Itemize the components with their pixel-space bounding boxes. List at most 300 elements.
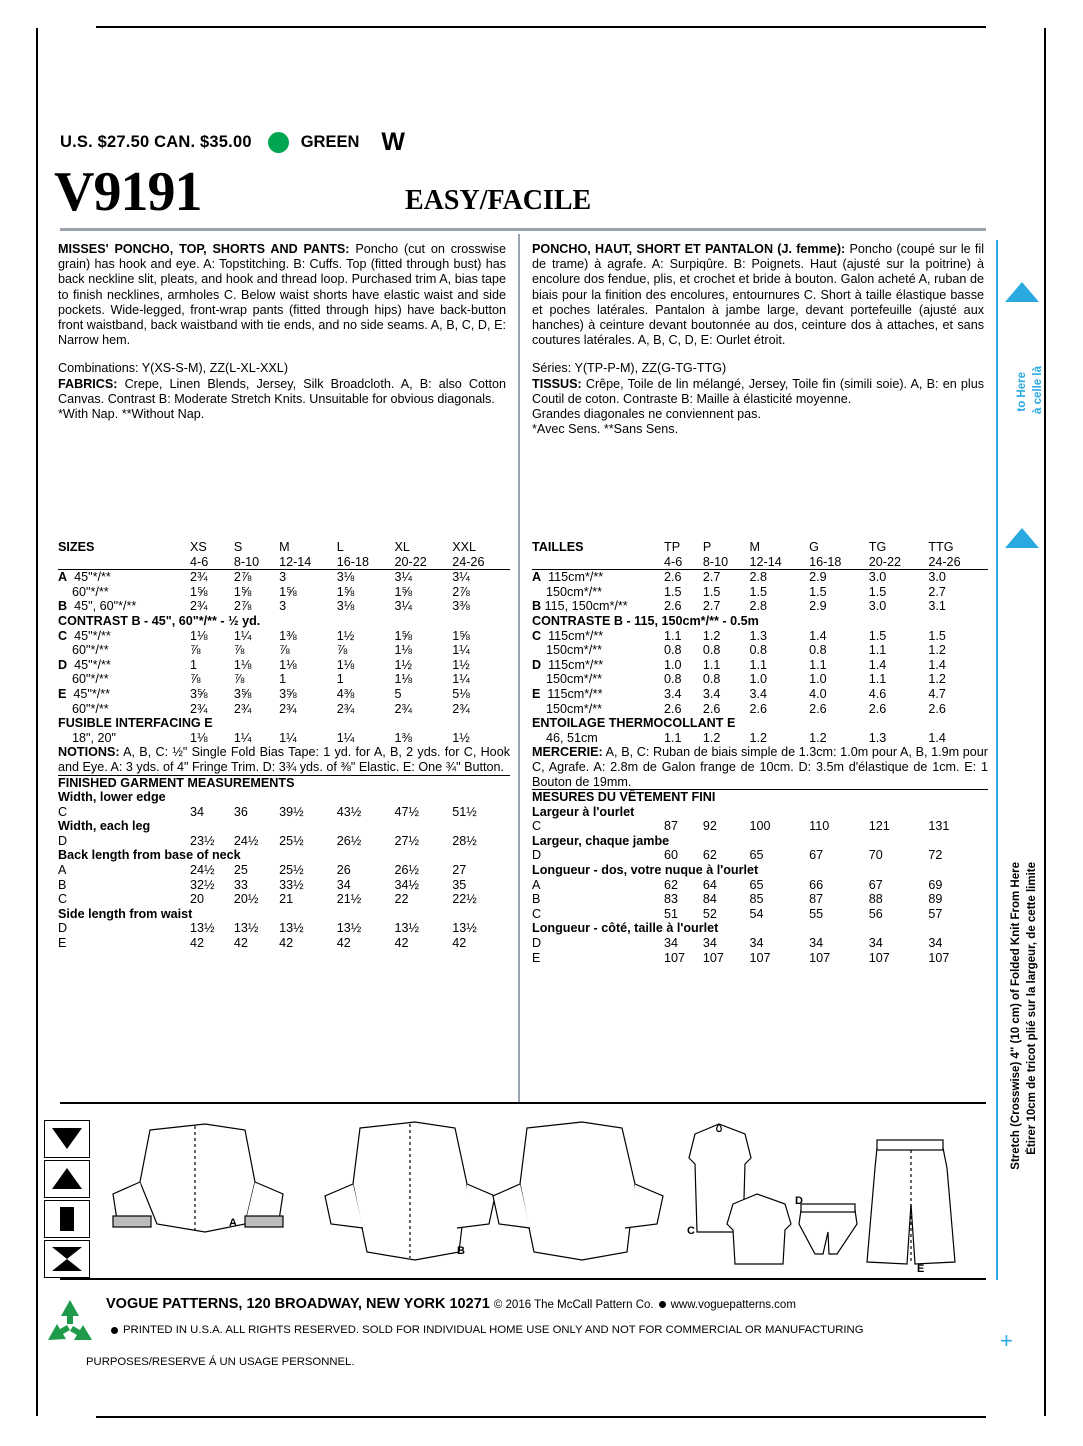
- measure-cell: 107: [702, 950, 724, 965]
- view-letter: E: [532, 950, 541, 965]
- table-row-group-title: [58, 819, 510, 834]
- table-row-header: [532, 540, 988, 555]
- frame-border-bottom: [36, 1416, 1046, 1418]
- yardage-cell: 1.1: [702, 657, 721, 672]
- measure-cell: 60: [664, 848, 679, 863]
- color-dot-icon: [268, 132, 289, 153]
- size-col-ttg: TTG: [928, 540, 954, 554]
- measure-group-title: Longueur - côté, taille à l'ourlet: [532, 921, 719, 936]
- gauge-a-celle-la-label: à celle là: [1032, 366, 1044, 414]
- table-row-sizenums: [58, 555, 510, 570]
- yardage-cell: 2.6: [664, 570, 682, 585]
- yardage-cell: 2¾: [190, 599, 208, 614]
- yardage-cell: 1⅛: [394, 672, 413, 687]
- yardage-cell: 1.1: [664, 628, 682, 643]
- english-description-block: [58, 242, 506, 422]
- french-sizes-table: [532, 540, 988, 965]
- yardage-cell: 4.0: [809, 686, 827, 701]
- measure-group-title: Largeur, chaque jambe: [532, 833, 670, 848]
- page-title: V9191: [54, 161, 202, 223]
- table-row-notions: [532, 745, 988, 789]
- view-letter: B: [58, 599, 68, 614]
- measure-cell: 62: [702, 848, 717, 863]
- sizenum-ttg: 24-26: [928, 554, 961, 569]
- yardage-cell: 1⅝: [233, 584, 252, 599]
- yardage-cell: 2.8: [749, 599, 768, 614]
- yardage-cell: 2.7: [702, 599, 721, 614]
- measure-cell: 54: [749, 906, 764, 921]
- yardage-cell: 2¾: [452, 701, 470, 716]
- yardage-cell: 1.5: [664, 584, 682, 599]
- view-letter: C: [532, 628, 542, 643]
- yardage-cell: 4.6: [868, 686, 887, 701]
- yardage-cell: 1⅛: [233, 657, 252, 672]
- sizenum-xs: 4-6: [190, 554, 209, 569]
- table-row: [58, 585, 510, 600]
- sizenum-g: 16-18: [809, 554, 842, 569]
- view-letter: A: [58, 570, 68, 585]
- yardage-cell: 2.8: [749, 570, 768, 585]
- table-row: [58, 878, 510, 893]
- yardage-cell: 1⅝: [336, 584, 355, 599]
- table-row: [532, 819, 988, 834]
- table-row: [532, 629, 988, 644]
- yardage-cell: 1.1: [809, 657, 827, 672]
- stretch-gauge-arrow-top-icon: [1005, 282, 1039, 302]
- footer-line-3: PURPOSES/RESERVE Á UN USAGE PERSONNEL.: [86, 1356, 355, 1368]
- table-row: [532, 570, 988, 585]
- divider-illustrations-top: [60, 1102, 986, 1104]
- fabric-width: 150cm*/**: [546, 701, 603, 716]
- measure-cell: 131: [928, 819, 950, 834]
- yardage-cell: 2.6: [928, 701, 946, 716]
- yardage-cell: 3.4: [702, 686, 721, 701]
- measure-cell: 28½: [452, 833, 477, 848]
- yardage-cell: 0.8: [749, 643, 768, 658]
- yardage-cell: 4.7: [928, 686, 946, 701]
- fabric-width: 45"*/**: [74, 570, 111, 585]
- measure-cell: 13½: [233, 921, 259, 936]
- view-letter: C: [58, 804, 68, 819]
- table-row: [532, 848, 988, 863]
- table-row: [532, 936, 988, 951]
- table-row-contrast: [58, 614, 510, 629]
- hourglass-icon: [44, 1240, 90, 1278]
- fabric-width: 150cm*/**: [546, 672, 603, 687]
- yardage-cell: 2¾: [190, 701, 208, 716]
- yardage-cell: 2.6: [664, 599, 682, 614]
- yardage-cell: 1.1: [868, 643, 887, 658]
- measure-cell: 42: [233, 936, 248, 951]
- interfacing-cell: 1¼: [233, 730, 252, 745]
- table-row: [58, 672, 510, 687]
- garment-line-drawings: [95, 1112, 985, 1277]
- color-label: GREEN: [300, 133, 360, 151]
- view-letter: D: [58, 921, 68, 936]
- yardage-cell: 3: [279, 599, 287, 614]
- fabric-width: 45"*/**: [74, 628, 111, 643]
- measure-cell: 35: [452, 877, 467, 892]
- french-interfacing-title: ENTOILAGE THERMOCOLLANT E: [532, 716, 736, 731]
- yardage-cell: 1.0: [664, 657, 682, 672]
- french-notions: MERCERIE: A, B, C: Ruban de biais simple de 1.3cm: 1.0m pour A, B, 1.9m pour C, Agrafe. A: 2.8m de Galon frange de 10cm. D: 3.5m d'élastique de 1cm. E: 1 Bouton de 19mm.: [532, 745, 988, 789]
- sizenum-xxl: 24-26: [452, 554, 485, 569]
- line-drawings-svg: [95, 1112, 985, 1277]
- yardage-cell: 1⅝: [452, 628, 470, 643]
- table-row: [532, 731, 988, 746]
- table-row: [532, 658, 988, 673]
- yardage-cell: 1.3: [749, 628, 768, 643]
- measure-cell: 83: [664, 892, 679, 907]
- sizenum-tp: 4-6: [664, 554, 683, 569]
- measure-cell: 33½: [279, 877, 304, 892]
- table-row: [532, 878, 988, 893]
- measure-group-title: Width, each leg: [58, 819, 151, 834]
- measure-cell: 57: [928, 906, 943, 921]
- footer-rights-text: PRINTED IN U.S.A. ALL RIGHTS RESERVED. SOLD FOR INDIVIDUAL HOME USE ONLY AND NOT FOR COMMERCIAL OR MANUFACTURING: [123, 1324, 864, 1336]
- fabric-width: 45", 60"*/**: [74, 599, 137, 614]
- bullet-icon: [659, 1301, 666, 1308]
- yardage-cell: 2.9: [809, 570, 827, 585]
- yardage-cell: 3: [279, 570, 287, 585]
- yardage-cell: 2.6: [749, 701, 768, 716]
- fabric-width: 60"*/**: [72, 643, 109, 658]
- table-row: [532, 951, 988, 966]
- measure-cell: 121: [868, 819, 890, 834]
- yardage-cell: 2.6: [868, 701, 887, 716]
- measure-cell: 27½: [394, 833, 420, 848]
- measure-cell: 34: [336, 877, 351, 892]
- yardage-cell: 0.8: [702, 643, 721, 658]
- measure-cell: 34½: [394, 877, 420, 892]
- yardage-cell: 1.5: [749, 584, 768, 599]
- measure-cell: 26½: [336, 833, 362, 848]
- yardage-cell: 3¼: [452, 570, 470, 585]
- sizenum-xl: 20-22: [394, 554, 427, 569]
- yardage-cell: 1¼: [452, 672, 470, 687]
- interfacing-cell: 1⅛: [190, 730, 208, 745]
- measure-cell: 42: [190, 936, 205, 951]
- measure-cell: 72: [928, 848, 943, 863]
- table-row-group-title: [532, 834, 988, 849]
- measure-cell: 51½: [452, 804, 477, 819]
- view-letter: C: [58, 628, 68, 643]
- sizenum-tg: 20-22: [868, 554, 901, 569]
- english-notions: NOTIONS: A, B, C: ½" Single Fold Bias Tape: 1 yd. for A, B, 2 yds. for C, Hook and Eye. A: 3 yds. of 4" Fringe Trim. D: 3¾ yds. of ⅜" Elastic. E: One ¾" Button.: [58, 745, 510, 774]
- table-row: [532, 672, 988, 687]
- table-row: [532, 907, 988, 922]
- yardage-cell: 1.4: [928, 657, 946, 672]
- size-col-tg: TG: [868, 540, 887, 554]
- measure-cell: 66: [809, 877, 824, 892]
- view-letter: D: [532, 657, 542, 672]
- view-letter: A: [58, 863, 67, 878]
- yardage-cell: 1¼: [233, 628, 252, 643]
- french-combinations: Séries: Y(TP-P-M), ZZ(G-TG-TTG): [532, 361, 727, 376]
- yardage-cell: 3.4: [749, 686, 768, 701]
- interfacing-width: 46, 51cm: [546, 730, 598, 745]
- table-row: [58, 599, 510, 614]
- yardage-cell: 1½: [394, 657, 413, 672]
- gauge-to-here-label: to Here: [1016, 372, 1028, 412]
- measure-cell: 84: [702, 892, 717, 907]
- yardage-cell: 2⅞: [233, 570, 252, 585]
- table-row-group-title: [532, 805, 988, 820]
- yardage-cell: 2¾: [394, 701, 413, 716]
- yardage-cell: 2.6: [702, 701, 721, 716]
- french-description-block: [532, 242, 984, 437]
- frame-border-right: [1044, 26, 1046, 1418]
- measure-cell: 47½: [394, 804, 420, 819]
- yardage-cell: 1⅛: [190, 628, 208, 643]
- table-row: [532, 585, 988, 600]
- yardage-cell: ⅞: [190, 643, 201, 658]
- size-col-p: P: [702, 540, 712, 554]
- solid-bar-icon: [44, 1200, 90, 1238]
- stretch-label-fr: Étirer 10cm de tricot plié sur la largeur, de cette limite: [1026, 862, 1038, 1155]
- frame-notch-bottom-left: [36, 1416, 96, 1418]
- table-row: [58, 570, 510, 585]
- yardage-cell: 2¾: [336, 701, 355, 716]
- measure-cell: 39½: [279, 804, 304, 819]
- table-row-sizenums: [532, 555, 988, 570]
- measure-cell: 89: [928, 892, 943, 907]
- measure-cell: 56: [868, 906, 883, 921]
- yardage-cell: 3⅝: [279, 686, 297, 701]
- measure-cell: 85: [749, 892, 764, 907]
- yardage-cell: 3⅜: [452, 599, 470, 614]
- table-row-contrast: [532, 614, 988, 629]
- sizes-header-label: SIZES: [58, 540, 95, 554]
- yardage-cell: 1.1: [868, 672, 887, 687]
- figure-label-e: E: [917, 1263, 925, 1275]
- frame-border-left: [36, 26, 38, 1418]
- table-row: [58, 863, 510, 878]
- measure-cell: 34: [702, 936, 717, 951]
- view-letter: E: [58, 936, 67, 951]
- table-row: [532, 892, 988, 907]
- size-col-tp: TP: [664, 540, 681, 554]
- view-letter: B: [532, 599, 542, 614]
- sizenum-m: 12-14: [749, 554, 782, 569]
- measure-cell: 13½: [452, 921, 477, 936]
- measure-cell: 22½: [452, 892, 477, 907]
- yardage-cell: 1.5: [809, 584, 827, 599]
- measure-cell: 36: [233, 804, 248, 819]
- yardage-cell: 3⅛: [336, 599, 355, 614]
- measure-cell: 87: [809, 892, 824, 907]
- interfacing-cell: 1⅜: [394, 730, 413, 745]
- view-letter: B: [532, 892, 541, 907]
- measure-cell: 34: [664, 936, 679, 951]
- size-col-m: M: [279, 540, 290, 554]
- measure-cell: 107: [868, 950, 890, 965]
- measure-cell: 42: [336, 936, 351, 951]
- fabric-width: 45"*/**: [74, 657, 111, 672]
- measure-cell: 32½: [190, 877, 215, 892]
- frame-notch-top-right: [986, 26, 1046, 28]
- english-sizes-table: [58, 540, 510, 951]
- french-contrast-b: CONTRASTE B - 115, 150cm*/** - 0.5m: [532, 613, 759, 628]
- interfacing-cell: 1¼: [336, 730, 355, 745]
- table-row: [532, 599, 988, 614]
- yardage-cell: 3¼: [394, 570, 413, 585]
- tailles-header-label: TAILLES: [532, 540, 584, 554]
- fabric-width: 115, 150cm*/**: [544, 599, 628, 614]
- yardage-cell: ⅞: [279, 643, 290, 658]
- yardage-cell: 1⅝: [190, 584, 208, 599]
- interfacing-cell: 1.2: [749, 730, 768, 745]
- measure-cell: 42: [394, 936, 409, 951]
- yardage-cell: ⅞: [190, 672, 201, 687]
- size-col-m: M: [749, 540, 761, 554]
- sizenum-p: 8-10: [702, 554, 729, 569]
- interfacing-cell: 1¼: [279, 730, 297, 745]
- difficulty-label: EASY/FACILE: [405, 185, 592, 216]
- measure-cell: 25: [233, 863, 248, 878]
- sizenum-m: 12-14: [279, 554, 312, 569]
- measure-cell: 22: [394, 892, 409, 907]
- french-description: PONCHO, HAUT, SHORT ET PANTALON (J. femme): Poncho (coupé sur le fil de trame) à agrafe. A: Surpiqûre. B: Poignets. Haut (ajusté sur la poitrine) à encolure dos fendue, plis, et crochet et bride à bouton. Galon acheté A, ruban de biais pour la finition des encolures, entournures C. Short à taille élastique basse et poches latérales. Pantalon à jambe large, devant portefeuille (ajusté aux hanches) à ceinture devant boutonnée au dos, ceinture dos à attaches, et sans coutures latérales. A, B, C, D, E: Ourlet étroit.: [532, 242, 985, 348]
- interfacing-cell: 1½: [452, 730, 470, 745]
- fabric-width: 60"*/**: [72, 672, 109, 687]
- yardage-cell: 2⅞: [233, 599, 252, 614]
- measure-cell: 20½: [233, 892, 259, 907]
- table-row-group-title: [532, 863, 988, 878]
- table-row: [58, 805, 510, 820]
- measure-cell: 67: [809, 848, 824, 863]
- measure-cell: 64: [702, 877, 717, 892]
- footer-line-2: [106, 1322, 1006, 1338]
- yardage-cell: 2.6: [664, 701, 682, 716]
- measure-cell: 24½: [190, 863, 215, 878]
- measure-cell: 51: [664, 906, 679, 921]
- size-col-xl: XL: [394, 540, 410, 554]
- view-letter: D: [532, 936, 542, 951]
- yardage-cell: 1⅛: [279, 657, 297, 672]
- measure-cell: 92: [702, 819, 717, 834]
- yardage-cell: 3⅝: [233, 686, 252, 701]
- measure-cell: 62: [664, 877, 679, 892]
- yardage-cell: 2¾: [279, 701, 297, 716]
- measure-cell: 65: [749, 877, 764, 892]
- view-letter: A: [532, 570, 542, 585]
- view-letter: C: [532, 906, 542, 921]
- french-size-table: [532, 540, 988, 965]
- yardage-cell: 1.1: [749, 657, 768, 672]
- interfacing-cell: 1.1: [664, 730, 682, 745]
- measure-group-title: Largeur à l'ourlet: [532, 804, 635, 819]
- measure-cell: 25½: [279, 863, 304, 878]
- view-letter: B: [58, 877, 67, 892]
- table-row: [58, 892, 510, 907]
- english-fabrics: FABRICS: Crepe, Linen Blends, Jersey, Silk Broadcloth. A, B: also Cotton Canvas. Contrast B: Moderate Stretch Knits. Unsuitable for obvious diagonals.: [58, 376, 506, 406]
- yardage-cell: 5: [394, 686, 402, 701]
- measure-cell: 42: [279, 936, 294, 951]
- yardage-cell: 0.8: [809, 643, 827, 658]
- measure-cell: 24½: [233, 833, 259, 848]
- yardage-cell: 2.6: [809, 701, 827, 716]
- french-nap: *Avec Sens. **Sans Sens.: [532, 422, 679, 437]
- yardage-cell: 1.0: [809, 672, 827, 687]
- yardage-cell: 1.0: [749, 672, 768, 687]
- yardage-cell: 1.4: [809, 628, 827, 643]
- divider-footer: [60, 1278, 986, 1280]
- table-row: [532, 702, 988, 717]
- measure-cell: 67: [868, 877, 883, 892]
- view-letter: D: [58, 657, 68, 672]
- measure-cell: 13½: [394, 921, 420, 936]
- measure-cell: 34: [749, 936, 764, 951]
- divider-header: [60, 228, 986, 231]
- english-nap: *With Nap. **Without Nap.: [58, 407, 205, 422]
- yardage-cell: 2¾: [233, 701, 252, 716]
- price-row: [60, 128, 405, 157]
- english-finished-title: FINISHED GARMENT MEASUREMENTS: [58, 775, 295, 790]
- yardage-cell: 5⅛: [452, 686, 470, 701]
- english-combinations: Combinations: Y(XS-S-M), ZZ(L-XL-XXL): [58, 361, 289, 376]
- fabric-width: 60"*/**: [72, 584, 109, 599]
- measure-cell: 107: [928, 950, 950, 965]
- table-row: [58, 936, 510, 951]
- measure-cell: 34: [809, 936, 824, 951]
- table-row: [532, 687, 988, 702]
- interfacing-cell: 1.2: [809, 730, 827, 745]
- footer-company-line: [106, 1296, 796, 1312]
- view-letter: D: [58, 833, 68, 848]
- measure-cell: 69: [928, 877, 943, 892]
- measure-cell: 25½: [279, 833, 304, 848]
- frame-notch-top-left: [36, 26, 96, 28]
- yardage-cell: 1.2: [928, 643, 946, 658]
- figure-label-c: C: [687, 1225, 695, 1237]
- view-letter: E: [58, 686, 67, 701]
- yardage-cell: 1⅝: [279, 584, 297, 599]
- measure-cell: 42: [452, 936, 467, 951]
- measure-cell: 21½: [336, 892, 362, 907]
- measure-cell: 26½: [394, 863, 420, 878]
- yardage-cell: 2.9: [809, 599, 827, 614]
- measure-cell: 65: [749, 848, 764, 863]
- yardage-cell: 1.4: [868, 657, 887, 672]
- table-row-group-title: [58, 907, 510, 922]
- yardage-cell: 2.7: [928, 584, 946, 599]
- size-col-g: G: [809, 540, 819, 554]
- sizenum-s: 8-10: [233, 554, 260, 569]
- fabric-width: 115cm*/**: [548, 628, 604, 643]
- divider-columns: [518, 234, 520, 1102]
- yardage-cell: ⅞: [233, 672, 245, 687]
- yardage-cell: 3⅛: [336, 570, 355, 585]
- measure-cell: 107: [749, 950, 771, 965]
- yardage-cell: 1: [279, 672, 287, 687]
- french-diagonals: Grandes diagonales ne conviennent pas.: [532, 407, 761, 422]
- measure-cell: 87: [664, 819, 679, 834]
- table-row: [58, 834, 510, 849]
- measure-cell: 52: [702, 906, 717, 921]
- french-finished-title: MESURES DU VÊTEMENT FINI: [532, 790, 716, 805]
- yardage-cell: 1.5: [928, 628, 946, 643]
- measure-cell: 34: [928, 936, 943, 951]
- measure-cell: 21: [279, 892, 294, 907]
- website-link[interactable]: www.voguepatterns.com: [670, 1299, 796, 1311]
- interfacing-cell: 1.4: [928, 730, 946, 745]
- measure-group-title: Longueur - dos, votre nuque à l'ourlet: [532, 863, 759, 878]
- yardage-cell: 0.8: [702, 672, 721, 687]
- stretch-label-en: Stretch (Crosswise) 4" (10 cm) of Folded Knit From Here: [1010, 862, 1022, 1170]
- measure-cell: 34: [190, 804, 205, 819]
- table-row: [58, 731, 510, 746]
